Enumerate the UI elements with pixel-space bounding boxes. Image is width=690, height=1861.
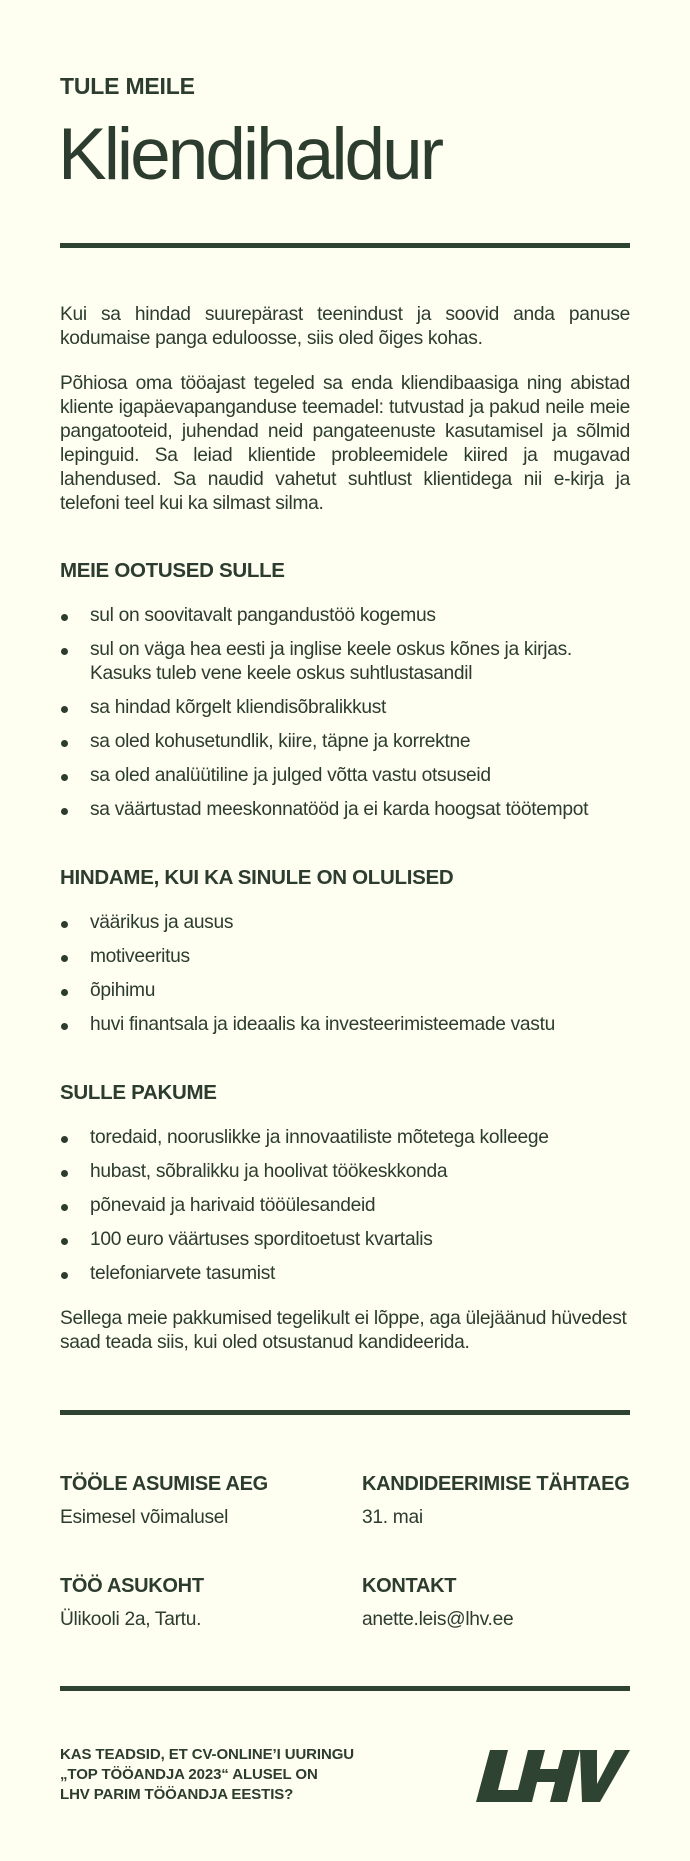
- divider-middle: [60, 1410, 630, 1415]
- divider-bottom: [60, 1686, 630, 1691]
- bullet-icon: [61, 1238, 68, 1245]
- location-value: Ülikooli 2a, Tartu.: [60, 1609, 202, 1630]
- list-item: väärikus ja ausus: [60, 911, 630, 935]
- deadline-label: KANDIDEERIMISE TÄHTAEG: [362, 1473, 630, 1495]
- bullet-icon: [61, 1272, 68, 1279]
- contact-email-link[interactable]: anette.leis@lhv.ee: [362, 1609, 514, 1630]
- list-item: telefoniarvete tasumist: [60, 1262, 630, 1286]
- list-item: hubast, sõbralikku ja hoolivat töökeskkonda: [60, 1160, 630, 1184]
- bullet-icon: [61, 1023, 68, 1030]
- list-item: sul on väga hea eesti ja inglise keele oskus kõnes ja kirjas. Kasuks tuleb vene keele oskus suhtlustasandil: [60, 638, 630, 686]
- job-title: Kliendihaldur: [58, 114, 442, 195]
- expectations-heading: MEIE OOTUSED SULLE: [60, 559, 285, 582]
- footer-note: [60, 1745, 400, 1805]
- intro-paragraph-1: Kui sa hindad suurepärast teenindust ja soovid anda panuse kodumaise panga eduloosse, siis oled õiges kohas.: [60, 304, 630, 349]
- expectations-list: [60, 604, 630, 832]
- list-item: motiveeritus: [60, 945, 630, 969]
- divider-top: [60, 243, 630, 248]
- bullet-icon: [61, 1204, 68, 1211]
- intro-paragraph-2: Põhiosa oma tööajast tegeled sa enda kliendibaasiga ning abistad kliente igapäevapanganduse teemadel: tutvustad ja pakud neile meie pangatooteid, juhendad neid pangateenuste kasutamisel ja sõlmid lepinguid. Sa leiad klientide probleemidele kiired ja mugavad lahendused. Sa naudid vahetut suhtlust klientidega nii e-kirja ja telefoni teel kui ka silmast silma.: [60, 373, 630, 514]
- list-item: põnevaid ja harivaid tööülesandeid: [60, 1194, 630, 1218]
- values-heading: HINDAME, KUI KA SINULE ON OLULISED: [60, 866, 454, 889]
- bullet-icon: [61, 1136, 68, 1143]
- lhv-logo: [476, 1748, 630, 1804]
- list-item: õpihimu: [60, 979, 630, 1003]
- bullet-icon: [61, 774, 68, 781]
- list-item: sa oled kohusetundlik, kiire, täpne ja korrektne: [60, 730, 630, 754]
- start-label: TÖÖLE ASUMISE AEG: [60, 1473, 268, 1495]
- footer-note-line: LHV PARIM TÖÖANDJA EESTIS?: [60, 1786, 294, 1803]
- footer-note-line: KAS TEADSID, ET CV-ONLINE’I UURINGU: [60, 1746, 355, 1763]
- bullet-icon: [61, 706, 68, 713]
- list-item: sa väärtustad meeskonnatööd ja ei karda hoogsat töötempot: [60, 798, 630, 822]
- contact-label: KONTAKT: [362, 1575, 457, 1597]
- offer-heading: SULLE PAKUME: [60, 1081, 217, 1104]
- list-item: toredaid, nooruslikke ja innovaatiliste mõtetega kolleege: [60, 1126, 630, 1150]
- offer-closing: Sellega meie pakkumised tegelikult ei lõppe, aga ülejäänud hüvedest saad teada siis, kui oled otsustanud kandideerida.: [60, 1308, 627, 1353]
- list-item: sa hindad kõrgelt kliendisõbralikkust: [60, 696, 630, 720]
- values-list: [60, 911, 630, 1047]
- bullet-icon: [61, 808, 68, 815]
- deadline-value: 31. mai: [362, 1507, 423, 1528]
- list-item: 100 euro väärtuses sporditoetust kvartalis: [60, 1228, 630, 1252]
- bullet-icon: [61, 921, 68, 928]
- eyebrow-heading: TULE MEILE: [60, 73, 195, 99]
- bullet-icon: [61, 648, 68, 655]
- bullet-icon: [61, 955, 68, 962]
- location-label: TÖÖ ASUKOHT: [60, 1575, 204, 1597]
- list-item: huvi finantsala ja ideaalis ka investeerimisteemade vastu: [60, 1013, 630, 1037]
- bullet-icon: [61, 989, 68, 996]
- offer-list: [60, 1126, 630, 1296]
- bullet-icon: [61, 740, 68, 747]
- list-item: sa oled analüütiline ja julged võtta vastu otsuseid: [60, 764, 630, 788]
- footer-note-line: „TOP TÖÖANDJA 2023“ ALUSEL ON: [60, 1766, 318, 1783]
- bullet-icon: [61, 1170, 68, 1177]
- start-value: Esimesel võimalusel: [60, 1507, 229, 1528]
- bullet-icon: [61, 614, 68, 621]
- list-item: sul on soovitavalt pangandustöö kogemus: [60, 604, 630, 628]
